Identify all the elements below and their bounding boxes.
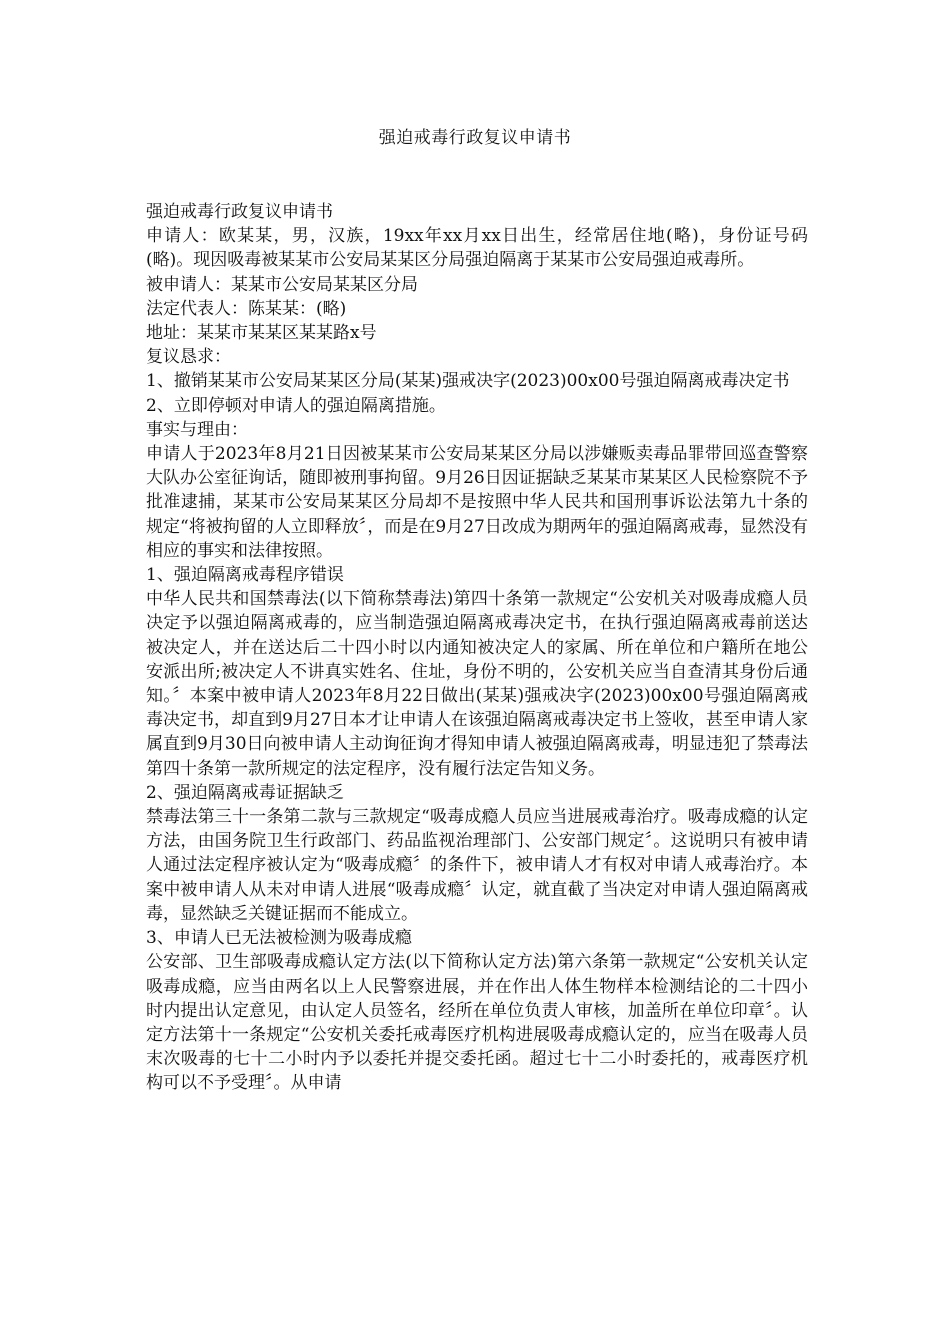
paragraph-requests-heading: 复议恳求：	[146, 347, 231, 368]
paragraph-facts: 申请人于2023年8月21日因被某某市公安局某某区分局以涉嫌贩卖毒品罪带回巡查警察大队办公室征询话，随即被刑事拘留。9月26日因证据缺乏某某市某某区人民检察院不予批准逮捕，某某市公安局某某区分局却不是按照中华人民共和国刑事诉讼法第九十条的规定“将被拘留的人立即释放〞，而是在9月27日改成为期两年的强迫隔离戒毒，显然没有相应的事实和法律按照。	[146, 444, 808, 561]
paragraph-heading: 强迫戒毒行政复议申请书	[146, 202, 333, 222]
paragraph-section-1: 中华人民共和国禁毒法(以下简称禁毒法)第四十条第一款规定“公安机关对吸毒成瘾人员决定予以强迫隔离戒毒的，应当制造强迫隔离戒毒决定书，在执行强迫隔离戒毒前送达被决定人，并在送达后二十四小时以内通知被决定人的家属、所在单位和户籍所在地公安派出所;被决定人不讲真实姓名、住址，身份不明的，公安机关应当自查清其身份后通知。〞本案中被申请人2023年8月22日做出(某某)强戒决字(2023)00x00号强迫隔离戒毒决定书，却直到9月27日本才让申请人在该强迫隔离戒毒决定书上签收，甚至申请人家属直到9月30日向被申请人主动询征询才得知申请人被强迫隔离戒毒，明显违犯了禁毒法第四十条第一款所规定的法定程序，没有履行法定告知义务。	[146, 589, 808, 779]
paragraph-section-3-heading: 3、申请人已无法被检测为吸毒成瘾	[146, 928, 412, 949]
paragraph-section-3: 公安部、卫生部吸毒成瘾认定方法(以下简称认定方法)第六条第一款规定“公安机关认定吸毒成瘾，应当由两名以上人民警察进展，并在作出人体生物样本检测结论的二十四小时内提出认定意见，由认定人员签名，经所在单位负责人审核，加盖所在单位印章〞。认定方法第十一条规定“公安机关委托戒毒医疗机构进展吸毒成瘾认定的，应当在吸毒人员末次吸毒的七十二小时内予以委托并提交委托函。超过七十二小时委托的，戒毒医疗机构可以不予受理〞。从申请	[146, 952, 808, 1094]
paragraph-facts-heading: 事实与理由：	[146, 419, 248, 440]
paragraph-respondent: 被申请人：某某市公安局某某区分局	[146, 274, 418, 295]
paragraph-section-1-heading: 1、强迫隔离戒毒程序错误	[146, 565, 344, 586]
paragraph-section-2-heading: 2、强迫隔离戒毒证据缺乏	[146, 782, 344, 803]
document-body	[146, 200, 808, 1096]
paragraph-request-1: 1、撤销某某市公安局某某区分局(某某)强戒决字(2023)00x00号强迫隔离戒毒决定书	[146, 371, 790, 392]
paragraph-legal-representative: 法定代表人：陈某某：(略)	[146, 298, 347, 319]
document-title: 强迫戒毒行政复议申请书	[378, 128, 572, 148]
paragraph-request-2: 2、立即停顿对申请人的强迫隔离措施。	[146, 395, 446, 416]
paragraph-address: 地址：某某市某某区某某路x号	[146, 323, 377, 344]
paragraph-applicant: 申请人：欧某某，男，汉族，19xx年xx月xx日出生，经常居住地(略)，身份证号码(略)。现因吸毒被某某市公安局某某区分局强迫隔离于某某市公安局强迫戒毒所。	[146, 226, 808, 271]
paragraph-section-2: 禁毒法第三十一条第二款与三款规定“吸毒成瘾人员应当进展戒毒治疗。吸毒成瘾的认定方法，由国务院卫生行政部门、药品监视治理部门、公安部门规定〞。这说明只有被申请人通过法定程序被认定为“吸毒成瘾〞的条件下，被申请人才有权对申请人戒毒治疗。本案中被申请人从未对申请人进展“吸毒成瘾〞认定，就直截了当决定对申请人强迫隔离戒毒，显然缺乏关键证据而不能成立。	[146, 807, 808, 924]
